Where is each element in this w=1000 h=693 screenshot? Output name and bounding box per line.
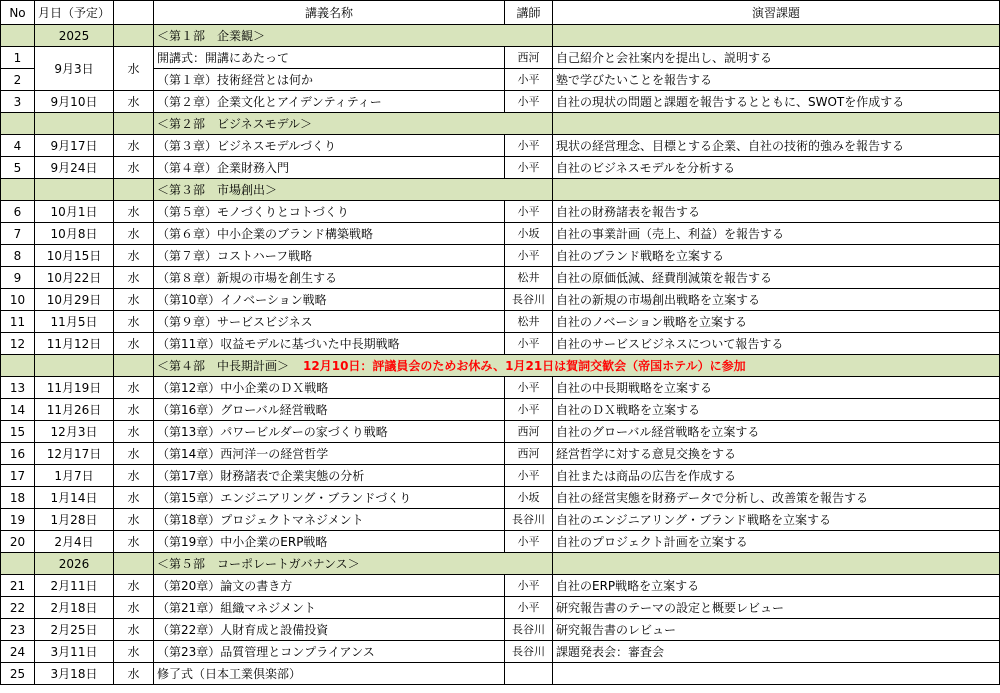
- row-task: 研究報告書のレビュー: [553, 619, 1000, 641]
- row-task: 自社の事業計画（売上、利益）を報告する: [553, 223, 1000, 245]
- table-row: [1, 487, 1000, 509]
- row-date: 2月4日: [35, 531, 114, 553]
- row-day: 水: [114, 91, 154, 113]
- row-teacher: 小平: [505, 201, 553, 223]
- section-task: [553, 25, 1000, 47]
- row-teacher: 松井: [505, 311, 553, 333]
- section-year: 2025: [35, 25, 114, 47]
- section-no: [1, 553, 35, 575]
- row-no: 12: [1, 333, 35, 355]
- row-day: 水: [114, 311, 154, 333]
- row-date: 10月1日: [35, 201, 114, 223]
- row-lecture: （第４章）企業財務入門: [154, 157, 505, 179]
- row-date: 2月25日: [35, 619, 114, 641]
- section-title-cell: [154, 179, 553, 201]
- row-day: 水: [114, 487, 154, 509]
- row-teacher: 西河: [505, 443, 553, 465]
- row-task: 自社のサービスビジネスについて報告する: [553, 333, 1000, 355]
- header-task: 演習課題: [553, 1, 1000, 25]
- section-no: [1, 25, 35, 47]
- row-date: 12月17日: [35, 443, 114, 465]
- row-no: 10: [1, 289, 35, 311]
- row-date: 10月22日: [35, 267, 114, 289]
- header-teacher: 講師: [505, 1, 553, 25]
- row-task: 自社の財務諸表を報告する: [553, 201, 1000, 223]
- table-row: [1, 311, 1000, 333]
- row-day: 水: [114, 201, 154, 223]
- table-row: [1, 223, 1000, 245]
- section-title: ＜第５部 コーポレートガバナンス＞: [157, 556, 360, 571]
- table-row: [1, 443, 1000, 465]
- row-lecture: （第８章）新規の市場を創生する: [154, 267, 505, 289]
- header-day: [114, 1, 154, 25]
- row-task: 自社または商品の広告を作成する: [553, 465, 1000, 487]
- row-no: 17: [1, 465, 35, 487]
- row-day: 水: [114, 465, 154, 487]
- row-date: 2月18日: [35, 597, 114, 619]
- section-year: [35, 179, 114, 201]
- section-year: 2026: [35, 553, 114, 575]
- row-date: 3月18日: [35, 663, 114, 685]
- row-day: 水: [114, 531, 154, 553]
- row-day: 水: [114, 421, 154, 443]
- section-title: ＜第２部 ビジネスモデル＞: [157, 116, 313, 131]
- section-task: [553, 113, 1000, 135]
- row-no: 15: [1, 421, 35, 443]
- section-title-cell: [154, 553, 553, 575]
- table-row: [1, 201, 1000, 223]
- row-lecture: （第11章）収益モデルに基づいた中長期戦略: [154, 333, 505, 355]
- section-task: [553, 553, 1000, 575]
- table-row: [1, 531, 1000, 553]
- table-row: [1, 575, 1000, 597]
- table-row: [1, 597, 1000, 619]
- row-lecture: （第９章）サービスビジネス: [154, 311, 505, 333]
- row-date: 9月3日: [35, 47, 114, 91]
- row-task: 自社の経営実態を財務データで分析し、改善策を報告する: [553, 487, 1000, 509]
- row-lecture: （第18章）プロジェクトマネジメント: [154, 509, 505, 531]
- row-task: 塾で学びたいことを報告する: [553, 69, 1000, 91]
- row-day: 水: [114, 267, 154, 289]
- table-row: [1, 135, 1000, 157]
- section-note: 12月10日：評議員会のためお休み、1月21日は賀詞交歓会（帝国ホテル）に参加: [303, 358, 746, 373]
- row-date: 11月5日: [35, 311, 114, 333]
- row-task: 課題発表会：審査会: [553, 641, 1000, 663]
- table-row: [1, 47, 1000, 69]
- section-row: [1, 25, 1000, 47]
- section-year: [35, 355, 114, 377]
- table-row: [1, 465, 1000, 487]
- header-lecture: 講義名称: [154, 1, 505, 25]
- row-task: 自己紹介と会社案内を提出し、説明する: [553, 47, 1000, 69]
- row-task: [553, 663, 1000, 685]
- table-row: [1, 619, 1000, 641]
- row-no: 9: [1, 267, 35, 289]
- row-teacher: 小平: [505, 245, 553, 267]
- row-no: 25: [1, 663, 35, 685]
- section-title: ＜第３部 市場創出＞: [157, 182, 278, 197]
- table-row: [1, 289, 1000, 311]
- row-no: 6: [1, 201, 35, 223]
- row-date: 11月19日: [35, 377, 114, 399]
- row-teacher: 小平: [505, 333, 553, 355]
- row-no: 14: [1, 399, 35, 421]
- row-date: 1月28日: [35, 509, 114, 531]
- section-no: [1, 355, 35, 377]
- section-day: [114, 355, 154, 377]
- row-teacher: 小平: [505, 399, 553, 421]
- row-lecture: （第６章）中小企業のブランド構築戦略: [154, 223, 505, 245]
- row-teacher: 西河: [505, 47, 553, 69]
- row-no: 21: [1, 575, 35, 597]
- table-row: [1, 245, 1000, 267]
- row-day: 水: [114, 333, 154, 355]
- row-date: 9月24日: [35, 157, 114, 179]
- row-task: 自社のノベーション戦略を立案する: [553, 311, 1000, 333]
- row-day: 水: [114, 641, 154, 663]
- row-teacher: 小平: [505, 465, 553, 487]
- section-day: [114, 113, 154, 135]
- row-teacher: 小平: [505, 69, 553, 91]
- row-task: 自社の原価低減、経費削減策を報告する: [553, 267, 1000, 289]
- row-teacher: 小平: [505, 531, 553, 553]
- row-teacher: [505, 663, 553, 685]
- row-day: 水: [114, 575, 154, 597]
- row-no: 18: [1, 487, 35, 509]
- section-day: [114, 179, 154, 201]
- row-lecture: （第23章）品質管理とコンプライアンス: [154, 641, 505, 663]
- section-title: ＜第４部 中長期計画＞: [157, 358, 290, 373]
- row-no: 23: [1, 619, 35, 641]
- section-title: ＜第１部 企業観＞: [157, 28, 266, 43]
- row-teacher: 小平: [505, 575, 553, 597]
- row-date: 9月10日: [35, 91, 114, 113]
- row-task: 自社の中長期戦略を立案する: [553, 377, 1000, 399]
- section-title-cell: [154, 355, 1000, 377]
- row-no: 7: [1, 223, 35, 245]
- row-task: 自社のERP戦略を立案する: [553, 575, 1000, 597]
- row-lecture: （第14章）西河洋一の経営哲学: [154, 443, 505, 465]
- row-lecture: （第22章）人財育成と設備投資: [154, 619, 505, 641]
- row-task: 自社の現状の問題と課題を報告するとともに、SWOTを作成する: [553, 91, 1000, 113]
- row-date: 12月3日: [35, 421, 114, 443]
- row-day: 水: [114, 135, 154, 157]
- row-lecture: （第13章）パワービルダーの家づくり戦略: [154, 421, 505, 443]
- row-lecture: （第15章）エンジニアリング・ブランドづくり: [154, 487, 505, 509]
- row-no: 19: [1, 509, 35, 531]
- row-day: 水: [114, 245, 154, 267]
- section-row: [1, 553, 1000, 575]
- row-no: 22: [1, 597, 35, 619]
- row-date: 9月17日: [35, 135, 114, 157]
- row-lecture: （第21章）組織マネジメント: [154, 597, 505, 619]
- section-row: [1, 113, 1000, 135]
- row-teacher: 長谷川: [505, 641, 553, 663]
- row-lecture: （第10章）イノベーション戦略: [154, 289, 505, 311]
- table-row: [1, 91, 1000, 113]
- row-lecture: （第17章）財務諸表で企業実態の分析: [154, 465, 505, 487]
- row-day: 水: [114, 509, 154, 531]
- row-teacher: 長谷川: [505, 619, 553, 641]
- section-no: [1, 113, 35, 135]
- row-date: 10月15日: [35, 245, 114, 267]
- row-teacher: 松井: [505, 267, 553, 289]
- row-lecture: 開講式：開講にあたって: [154, 47, 505, 69]
- row-no: 2: [1, 69, 35, 91]
- table-row: [1, 641, 1000, 663]
- section-year: [35, 113, 114, 135]
- row-task: 自社のＤＸ戦略を立案する: [553, 399, 1000, 421]
- row-teacher: 小坂: [505, 223, 553, 245]
- row-teacher: 小平: [505, 135, 553, 157]
- row-no: 16: [1, 443, 35, 465]
- row-teacher: 小平: [505, 597, 553, 619]
- row-task: 自社のビジネスモデルを分析する: [553, 157, 1000, 179]
- row-date: 1月14日: [35, 487, 114, 509]
- row-no: 13: [1, 377, 35, 399]
- row-no: 11: [1, 311, 35, 333]
- row-teacher: 西河: [505, 421, 553, 443]
- row-day: 水: [114, 443, 154, 465]
- header-row: [1, 1, 1000, 25]
- row-lecture: （第５章）モノづくりとコトづくり: [154, 201, 505, 223]
- section-day: [114, 553, 154, 575]
- row-date: 10月8日: [35, 223, 114, 245]
- row-day: 水: [114, 663, 154, 685]
- row-no: 8: [1, 245, 35, 267]
- row-lecture: （第７章）コストハーフ戦略: [154, 245, 505, 267]
- row-teacher: 小坂: [505, 487, 553, 509]
- row-date: 2月11日: [35, 575, 114, 597]
- row-task: 自社の新規の市場創出戦略を立案する: [553, 289, 1000, 311]
- header-no: No: [1, 1, 35, 25]
- row-task: 自社のブランド戦略を立案する: [553, 245, 1000, 267]
- row-no: 5: [1, 157, 35, 179]
- row-lecture: （第１章）技術経営とは何か: [154, 69, 505, 91]
- section-title-cell: [154, 113, 553, 135]
- row-teacher: 小平: [505, 377, 553, 399]
- section-row: [1, 355, 1000, 377]
- table-row: [1, 421, 1000, 443]
- row-teacher: 小平: [505, 157, 553, 179]
- row-lecture: （第２章）企業文化とアイデンティティー: [154, 91, 505, 113]
- row-task: 経営哲学に対する意見交換をする: [553, 443, 1000, 465]
- row-day: 水: [114, 619, 154, 641]
- row-task: 研究報告書のテーマの設定と概要レビュー: [553, 597, 1000, 619]
- table-row: [1, 663, 1000, 685]
- row-task: 現状の経営理念、目標とする企業、自社の技術的強みを報告する: [553, 135, 1000, 157]
- row-no: 20: [1, 531, 35, 553]
- row-no: 4: [1, 135, 35, 157]
- row-no: 1: [1, 47, 35, 69]
- header-date: 月日（予定）: [35, 1, 114, 25]
- row-teacher: 小平: [505, 91, 553, 113]
- row-lecture: （第19章）中小企業のERP戦略: [154, 531, 505, 553]
- row-day: 水: [114, 47, 154, 91]
- row-day: 水: [114, 157, 154, 179]
- table-row: [1, 157, 1000, 179]
- row-task: 自社のエンジニアリング・ブランド戦略を立案する: [553, 509, 1000, 531]
- row-task: 自社のグローバル経営戦略を立案する: [553, 421, 1000, 443]
- table-row: [1, 377, 1000, 399]
- row-no: 3: [1, 91, 35, 113]
- row-date: 1月7日: [35, 465, 114, 487]
- section-row: [1, 179, 1000, 201]
- row-day: 水: [114, 377, 154, 399]
- row-lecture: 修了式（日本工業倶楽部）: [154, 663, 505, 685]
- row-day: 水: [114, 597, 154, 619]
- row-lecture: （第12章）中小企業のＤＸ戦略: [154, 377, 505, 399]
- row-date: 10月29日: [35, 289, 114, 311]
- row-date: 3月11日: [35, 641, 114, 663]
- row-day: 水: [114, 399, 154, 421]
- row-teacher: 長谷川: [505, 509, 553, 531]
- row-day: 水: [114, 289, 154, 311]
- row-date: 11月26日: [35, 399, 114, 421]
- section-no: [1, 179, 35, 201]
- schedule-body: [1, 25, 1000, 685]
- section-task: [553, 179, 1000, 201]
- table-row: [1, 509, 1000, 531]
- table-row: [1, 267, 1000, 289]
- row-lecture: （第20章）論文の書き方: [154, 575, 505, 597]
- row-lecture: （第３章）ビジネスモデルづくり: [154, 135, 505, 157]
- section-title-cell: [154, 25, 553, 47]
- row-date: 11月12日: [35, 333, 114, 355]
- row-task: 自社のプロジェクト計画を立案する: [553, 531, 1000, 553]
- section-day: [114, 25, 154, 47]
- row-lecture: （第16章）グローバル経営戦略: [154, 399, 505, 421]
- row-teacher: 長谷川: [505, 289, 553, 311]
- table-row: [1, 399, 1000, 421]
- table-row: [1, 333, 1000, 355]
- row-no: 24: [1, 641, 35, 663]
- row-day: 水: [114, 223, 154, 245]
